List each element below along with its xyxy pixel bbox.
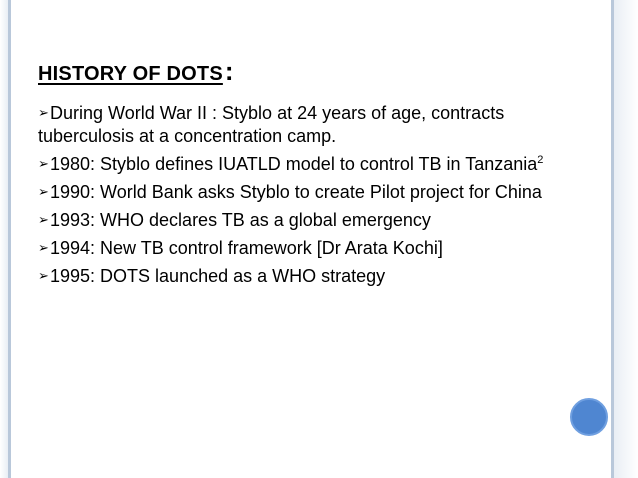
bullet-item xyxy=(38,101,598,148)
slide-title-colon: : xyxy=(224,56,234,86)
bullet-text: 1980: Styblo defines IUATLD model to control TB in Tanzania xyxy=(50,154,538,174)
bullet-item xyxy=(38,236,598,260)
footnote-reference: 2 xyxy=(537,154,544,166)
arrow-bullet-icon: ➢ xyxy=(38,240,49,255)
bullet-list xyxy=(38,101,598,292)
bullet-item xyxy=(38,180,598,204)
decorative-circle xyxy=(570,398,608,436)
arrow-bullet-icon: ➢ xyxy=(38,268,49,283)
left-border-line xyxy=(8,0,11,478)
bullet-item xyxy=(38,152,598,176)
right-border-shadow xyxy=(614,0,638,478)
arrow-bullet-icon: ➢ xyxy=(38,105,49,120)
arrow-bullet-icon: ➢ xyxy=(38,184,49,199)
bullet-text: During World War II : Styblo at 24 years of age, contracts tuberculosis at a concentration camp. xyxy=(38,103,505,146)
bullet-text: 1993: WHO declares TB as a global emergency xyxy=(50,210,431,230)
bullet-item xyxy=(38,264,598,288)
bullet-text: 1990: World Bank asks Styblo to create Pilot project for China xyxy=(50,182,542,202)
arrow-bullet-icon: ➢ xyxy=(38,156,49,171)
bullet-text: 1995: DOTS launched as a WHO strategy xyxy=(50,266,386,286)
bullet-text: 1994: New TB control framework [Dr Arata Kochi] xyxy=(50,238,443,258)
arrow-bullet-icon: ➢ xyxy=(38,212,49,227)
left-border-shadow xyxy=(0,0,8,478)
bullet-item xyxy=(38,208,598,232)
slide-title xyxy=(38,56,234,87)
slide-title-text: HISTORY OF DOTS xyxy=(38,63,223,85)
